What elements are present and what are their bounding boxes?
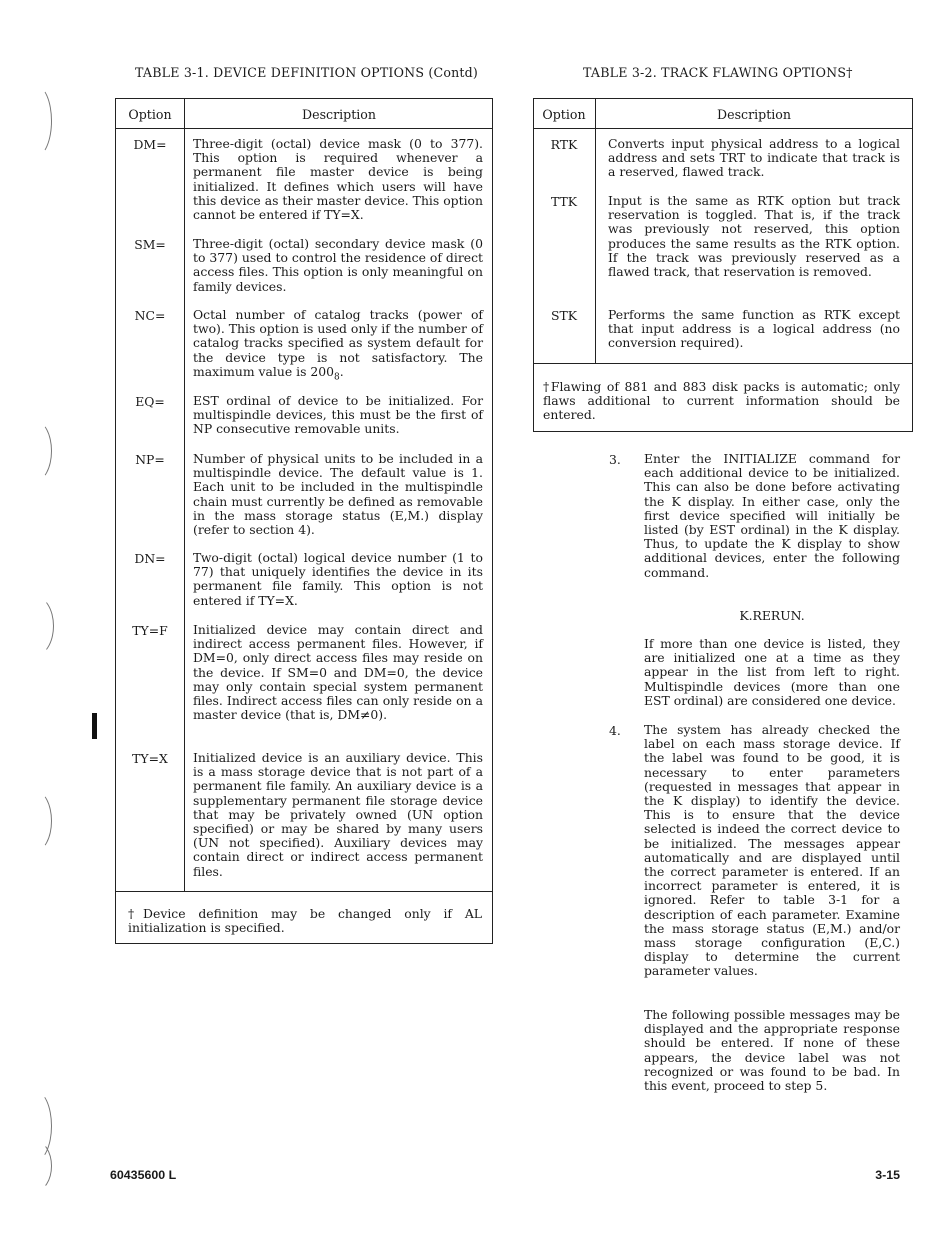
scan-mark <box>20 85 52 157</box>
nc-text: Octal number of catalog tracks (power of two). This option is used only if the number of catalog tracks specified as system default for the device type is not satisfactory. The maximum value is 200 <box>193 307 483 379</box>
table2-row-option: RTK <box>550 137 578 152</box>
table2-header-option: Option <box>542 107 586 122</box>
change-bar <box>92 713 97 739</box>
table1-row-option: DM= <box>133 137 167 152</box>
step-number: 4. <box>609 723 621 738</box>
step-text: The system has already checked the label on each mass storage device. If the label was found to be good, it is necessary to enter parameters (requested in messages that appear in the K display) to identify the device. This is to ensure that the device selected is indeed the correct device to be initialized. The messages appear automatically and are displayed until the correct parameter is entered. If an incorrect parameter is entered, it is ignored. Refer to table 3-1 for a description of each parameter. Examine the mass storage status (E,M.) and/or mass storage configuration (E,C.) display to determine the current parameter values. <box>644 722 900 979</box>
table1-footnote: †Device definition may be changed only if AL initialization is specified. <box>128 906 482 936</box>
table2-row-description: Input is the same as RTK option but track reservation is toggled. That is, if the track was previously not reserved, this option produces the same results as the RTK option. If the track was previously reserved as a flawed track, that reservation is removed. <box>608 193 900 280</box>
table1-row-option: NC= <box>134 308 166 323</box>
table1-row-option: NP= <box>135 452 165 467</box>
table1-header-description: Description <box>302 107 376 122</box>
table1-row-option: DN= <box>134 551 166 566</box>
page-number: 3-15 <box>875 1168 900 1182</box>
scan-mark <box>18 790 52 852</box>
table2-caption: TABLE 3-2. TRACK FLAWING OPTIONS† <box>583 65 853 80</box>
table2-row-description: Performs the same function as RTK except that input address is a logical address (no conversion required). <box>608 307 900 351</box>
table1-row-description <box>193 308 483 384</box>
table1-row-description: Initialized device is an auxiliary device. This is a mass storage device that is not part of a permanent file family. An auxiliary device is a supplementary permanent file storage device that may be privately owned (UN option specified) or may be shared by many users (UN not specified). Auxiliary devices may contain direct or indirect access permanent files. <box>193 750 483 879</box>
table1-row-option: EQ= <box>135 394 165 409</box>
table1-row-option: TY=X <box>132 751 168 766</box>
table2-row-description: Converts input physical address to a logical address and sets TRT to indicate that track is a reserved, flawed track. <box>608 136 900 180</box>
nc-tail: . <box>339 363 344 379</box>
scan-mark <box>18 420 52 482</box>
table2-footnote-rule <box>533 363 913 364</box>
scan-mark <box>14 595 54 657</box>
table1-row-description: Three-digit (octal) secondary device mask (0 to 377) used to control the residence of direct access files. This option is only meaningful on family devices. <box>193 236 483 294</box>
table2-row-option: TTK <box>550 194 578 209</box>
table1-row-description: Number of physical units to be included in a multispindle device. The default value is 1. Each unit to be included in the multispindle chain must currently be defined as removable in the mass storage status (E,M.) display (refer to section 4). <box>193 451 483 538</box>
table1-row-description: EST ordinal of device to be initialized. For multispindle devices, this must be the first of NP consecutive removable units. <box>193 393 483 437</box>
table1-row-description: Three-digit (octal) device mask (0 to 377). This option is required whenever a permanent file master device is being initialized. It defines which users will have this device as their master device. This option cannot be entered if TY=X. <box>193 136 483 223</box>
table2-column-rule <box>595 98 596 363</box>
table1-footnote-rule <box>115 891 493 892</box>
table2-row-option: STK <box>550 308 577 323</box>
table1-row-option: SM= <box>134 237 166 252</box>
table1-column-rule <box>184 98 185 892</box>
document-number: 60435600 L <box>110 1168 177 1182</box>
step-paragraph: If more than one device is listed, they are initialized one at a time as they appear in the list from left to right. Multispindle devices (more than one EST ordinal) are considered one device. <box>644 636 900 708</box>
table2-header-description: Description <box>717 107 791 122</box>
table1-caption: TABLE 3-1. DEVICE DEFINITION OPTIONS (Contd) <box>135 65 479 80</box>
table1-row-description: Two-digit (octal) logical device number (1 to 77) that uniquely identifies the device in its permanent file family. This option is not entered if TY=X. <box>193 550 483 608</box>
table2-header-rule <box>533 128 913 129</box>
step-paragraph: The following possible messages may be displayed and the appropriate response should be entered. If none of these appears, the device label was not recognized or was found to be bad. In this event, proceed to step 5. <box>644 1007 900 1094</box>
nc-subscript: 8 <box>334 372 340 383</box>
table1-row-option: TY=F <box>132 623 168 638</box>
table1-header-option: Option <box>128 107 172 122</box>
command-text: K.RERUN. <box>739 608 805 623</box>
table1-row-description: Initialized device may contain direct and indirect access permanent files. However, if DM=0, only direct access files may reside on the device. If SM=0 and DM=0, the device may only contain special system permanent files. Indirect access files can only reside on a master device (that is, DM≠0). <box>193 622 483 723</box>
table2-footnote: †Flawing of 881 and 883 disk packs is automatic; only flaws additional to current information should be entered. <box>543 379 900 423</box>
step-number: 3. <box>609 452 621 467</box>
scan-mark <box>18 1140 52 1192</box>
step-text: Enter the INITIALIZE command for each additional device to be initialized. This can also be done before activating the K display. In either case, only the first device specified will initially be listed (by EST ordinal) in the K display. Thus, to update the K display to show additional devices, enter the following command. <box>644 451 900 580</box>
table1-header-rule <box>115 128 493 129</box>
